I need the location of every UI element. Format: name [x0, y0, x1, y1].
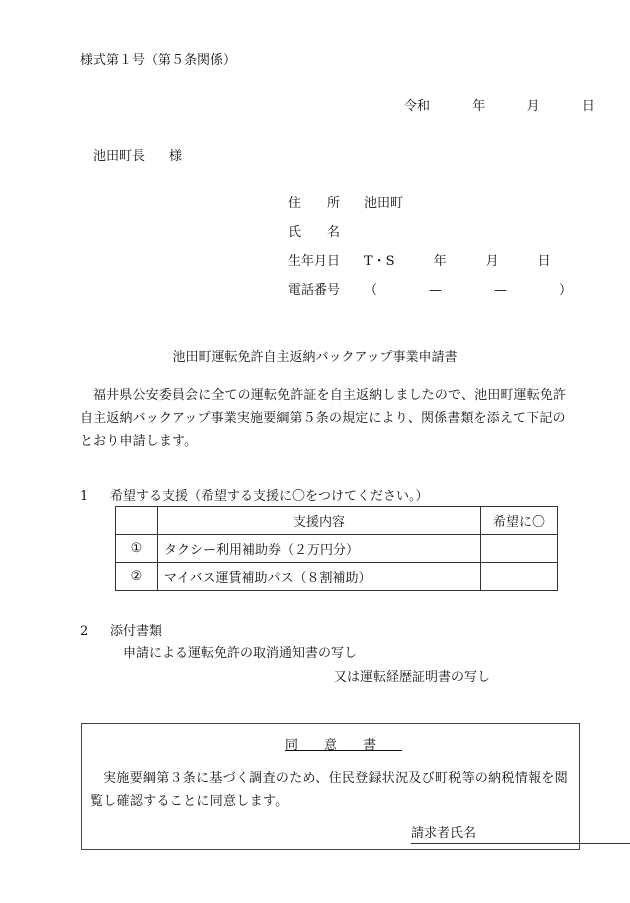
date-era: 令和: [404, 99, 431, 114]
row-content: タクシー利用補助券（２万円分）: [158, 535, 481, 563]
application-body: 福井県公安委員会に全ての運転免許証を自主返納しましたので、池田町運転免許自主返納バックアップ事業実施要綱第５条の規定により、関係書類を添えて下記のとおり申請します。: [80, 388, 567, 449]
hope-mark-cell[interactable]: [481, 535, 558, 563]
section-1-heading: [80, 485, 429, 504]
addressee-name: 池田町長: [93, 149, 146, 164]
header-content: 支援内容: [158, 507, 481, 535]
row-content: マイバス運賃補助パス（８割補助）: [158, 563, 481, 591]
date-month: 月: [526, 99, 540, 114]
phone-value: （ — — ）: [364, 283, 573, 298]
consent-title: [82, 734, 579, 753]
row-number: ①: [116, 535, 158, 563]
hope-mark-cell[interactable]: [481, 563, 558, 591]
consent-text: 実施要綱第３条に基づく調査のため、住民登録状況及び町税等の納税情報を閲覧し確認することに同意します。: [90, 771, 568, 809]
address-label: 住 所: [288, 196, 341, 211]
applicant-info: [288, 195, 572, 311]
attachment-line-1: 申請による運転免許の取消通知書の写し: [123, 646, 358, 661]
requester-signature-field[interactable]: [411, 825, 630, 844]
addressee: [93, 145, 182, 164]
birthdate-row: [288, 253, 572, 282]
name-row: [288, 224, 572, 253]
document-title: 池田町運転免許自主返納バックアップ事業申請書: [172, 350, 458, 365]
application-date: [404, 95, 595, 114]
table-row: [116, 535, 558, 563]
section-2-number: 2: [80, 624, 89, 639]
header-hope: 希望に〇: [481, 507, 558, 535]
requester-label: 請求者氏名: [411, 826, 477, 841]
header-no: [116, 507, 158, 535]
row-number: ②: [116, 563, 158, 591]
consent-title-text: 同意書: [284, 738, 402, 753]
name-label: 氏 名: [288, 225, 341, 240]
phone-label: 電話番号: [288, 283, 341, 298]
section-1-number: 1: [80, 489, 89, 504]
support-table-header: [116, 507, 558, 535]
date-day: 日: [581, 99, 595, 114]
section-2-title: 添付書類: [110, 624, 163, 639]
support-table: [115, 506, 558, 591]
address-row: [288, 195, 572, 224]
date-year: 年: [472, 99, 486, 114]
birthdate-value: T・S 年 月 日: [364, 254, 551, 269]
phone-row: [288, 282, 572, 311]
birthdate-label: 生年月日: [288, 254, 341, 269]
section-2-heading: [80, 620, 162, 639]
section-1-title: 希望する支援（希望する支援に〇をつけてください。）: [110, 489, 429, 504]
table-row: [116, 563, 558, 591]
addressee-honorific: 様: [169, 149, 183, 164]
form-number: 様式第１号（第５条関係）: [80, 53, 237, 68]
attachment-line-2: 又は運転経歴証明書の写し: [334, 670, 491, 685]
address-value: 池田町: [364, 196, 404, 211]
consent-box: [81, 723, 580, 850]
